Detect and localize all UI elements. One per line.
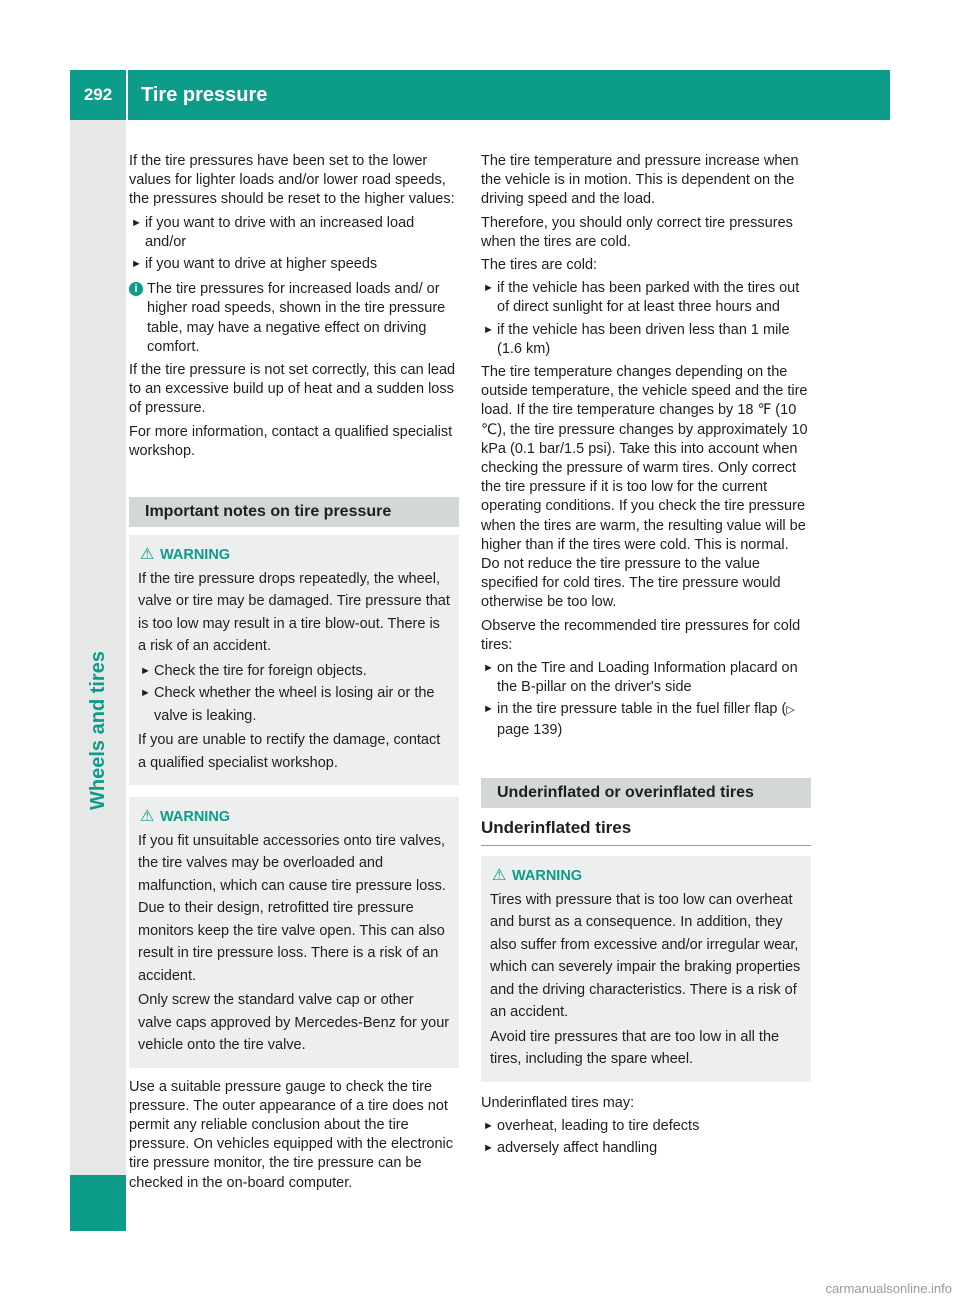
paragraph: If the tire pressures have been set to the lower values for lighter loads and/or lower road speeds, the pressures should be reset to the higher values: — [129, 153, 455, 208]
warning-box — [129, 797, 459, 1068]
left-column — [129, 152, 459, 1197]
list-item: ► on the Tire and Loading Information placard on the B-pillar on the driver's side — [483, 660, 798, 696]
bullet-icon: ► — [483, 323, 494, 336]
bullet-icon: ► — [483, 1142, 494, 1154]
bullet-list — [481, 1117, 811, 1158]
warning-triangle-icon: ⚠ — [140, 546, 155, 564]
page-reference-arrow-icon: ▷ — [786, 704, 795, 717]
paragraph: Therefore, you should only correct tire pressures when the tires are cold. — [481, 214, 793, 250]
warning-text: If the tire pressure drops repeatedly, the wheel, valve or tire may be damaged. Tire pressure that is too low may result in a tire blow-out. There is a risk of an accident. — [138, 570, 450, 655]
bullet-icon: ► — [483, 703, 494, 716]
warning-text: Tires with pressure that is too low can overheat and burst as a consequence. In addition, they also suffer from excessive and/or irregular wear, which can severely impair the braking properties and the driving characteristics. There is a risk of an accident. — [490, 891, 801, 1021]
paragraph: Use a suitable pressure gauge to check the tire pressure. The outer appearance of a tire does not permit any reliable conclusion about the tire pressure. On vehicles equipped with the electronic tire pressure monitor, the tire pressure can be checked in the on-board computer. — [129, 1078, 454, 1191]
page-reference-link[interactable]: page 139) — [497, 721, 563, 738]
paragraph: The tires are cold: — [481, 257, 598, 274]
bullet-list — [481, 659, 811, 740]
paragraph: For more information, contact a qualified specialist workshop. — [129, 423, 453, 459]
paragraph: Underinflated tires may: — [481, 1094, 635, 1111]
paragraph: The tire temperature and pressure increase when the vehicle is in motion. This is dependent on the driving speed and the load. — [481, 153, 799, 208]
section-heading: Important notes on tire pressure — [129, 497, 459, 527]
page-number: 292 — [83, 85, 113, 104]
right-column — [481, 152, 811, 1162]
bullet-icon: ► — [483, 282, 494, 295]
info-note: i The tire pressures for increased loads and/ or higher road speeds, shown in the tire pressure table, may have a negative effect on driving comfort. — [129, 280, 459, 357]
warning-title: ⚠ WARNING — [138, 544, 450, 567]
warning-text: If you fit unsuitable accessories onto tire valves, the tire valves may be overloaded and malfunction, which can cause tire pressure loss. Due to their design, retrofitted tire pressure monitors keep the tire valve open. This can also result in tire pressure loss. There is a risk of an accident. — [138, 832, 446, 984]
watermark: carmanualsonline.info — [825, 1281, 952, 1296]
side-tab-label: Wheels and tires — [86, 650, 109, 810]
warning-box — [481, 856, 811, 1082]
info-icon: i — [129, 282, 143, 296]
paragraph: The tire temperature changes depending on the outside temperature, the vehicle speed and the tire load. If the tire temperature changes by 18 ℉ (10 ℃), the tire pressure changes by approximately 10 kPa (0.1 bar/1.5 psi). Take this into account when checking the pressure of warm tires. Only correct the tire pressure if it is too low for the current operating conditions. If you check the tire pressure when the tires are warm, the resulting value will be higher than if the tires were cold. This is normal. Do not reduce the tire pressure to the value specified for cold tires. The tire pressure would otherwise be too low. — [481, 364, 808, 611]
warning-triangle-icon: ⚠ — [492, 867, 507, 885]
warning-text: Only screw the standard valve cap or other valve caps approved by Mercedes-Benz for your vehicle onto the tire valve. — [138, 992, 450, 1054]
list-item: ► if the vehicle has been driven less than 1 mile (1.6 km) — [483, 321, 790, 357]
paragraph: Observe the recommended tire pressures for cold tires: — [481, 617, 801, 653]
warning-title: ⚠ WARNING — [138, 806, 450, 829]
list-item: ► if the vehicle has been parked with the tires out of direct sunlight for at least three hours and — [483, 280, 800, 316]
bullet-icon: ► — [140, 664, 151, 677]
paragraph: If the tire pressure is not set correctly, this can lead to an excessive build up of heat and a sudden loss of pressure. — [129, 362, 456, 417]
bullet-list — [129, 214, 459, 275]
bullet-list — [481, 279, 811, 359]
subsection-heading: Underinflated tires — [481, 808, 811, 846]
bullet-icon: ► — [131, 216, 142, 229]
warning-box — [129, 535, 459, 785]
section-heading: Underinflated or overinflated tires — [481, 778, 811, 808]
warning-title: ⚠ WARNING — [490, 865, 802, 888]
page-title: Tire pressure — [141, 83, 268, 106]
warning-text: Avoid tire pressures that are too low in all the tires, including the spare wheel. — [490, 1028, 780, 1068]
warning-text: If you are unable to rectify the damage, contact a qualified specialist workshop. — [138, 732, 441, 771]
list-item: ► Check the tire for foreign objects. — [138, 660, 450, 683]
list-item: ► adversely affect handling — [481, 1139, 811, 1158]
list-item: ► Check whether the wheel is losing air or the valve is leaking. — [138, 682, 450, 727]
warning-triangle-icon: ⚠ — [140, 808, 155, 826]
list-item: ► in the tire pressure table in the fuel filler flap (▷ page 139) — [483, 701, 795, 738]
bullet-icon: ► — [131, 258, 142, 271]
bullet-icon: ► — [483, 662, 494, 675]
list-item: ► overheat, leading to tire defects — [481, 1117, 811, 1136]
list-item: ► if you want to drive at higher speeds — [129, 255, 459, 274]
list-item: ► if you want to drive with an increased load and/or — [131, 214, 415, 250]
side-tab-marker — [70, 1175, 126, 1231]
bullet-icon: ► — [140, 687, 151, 700]
header-divider — [126, 70, 128, 120]
bullet-list — [138, 660, 450, 728]
bullet-icon: ► — [483, 1119, 494, 1132]
